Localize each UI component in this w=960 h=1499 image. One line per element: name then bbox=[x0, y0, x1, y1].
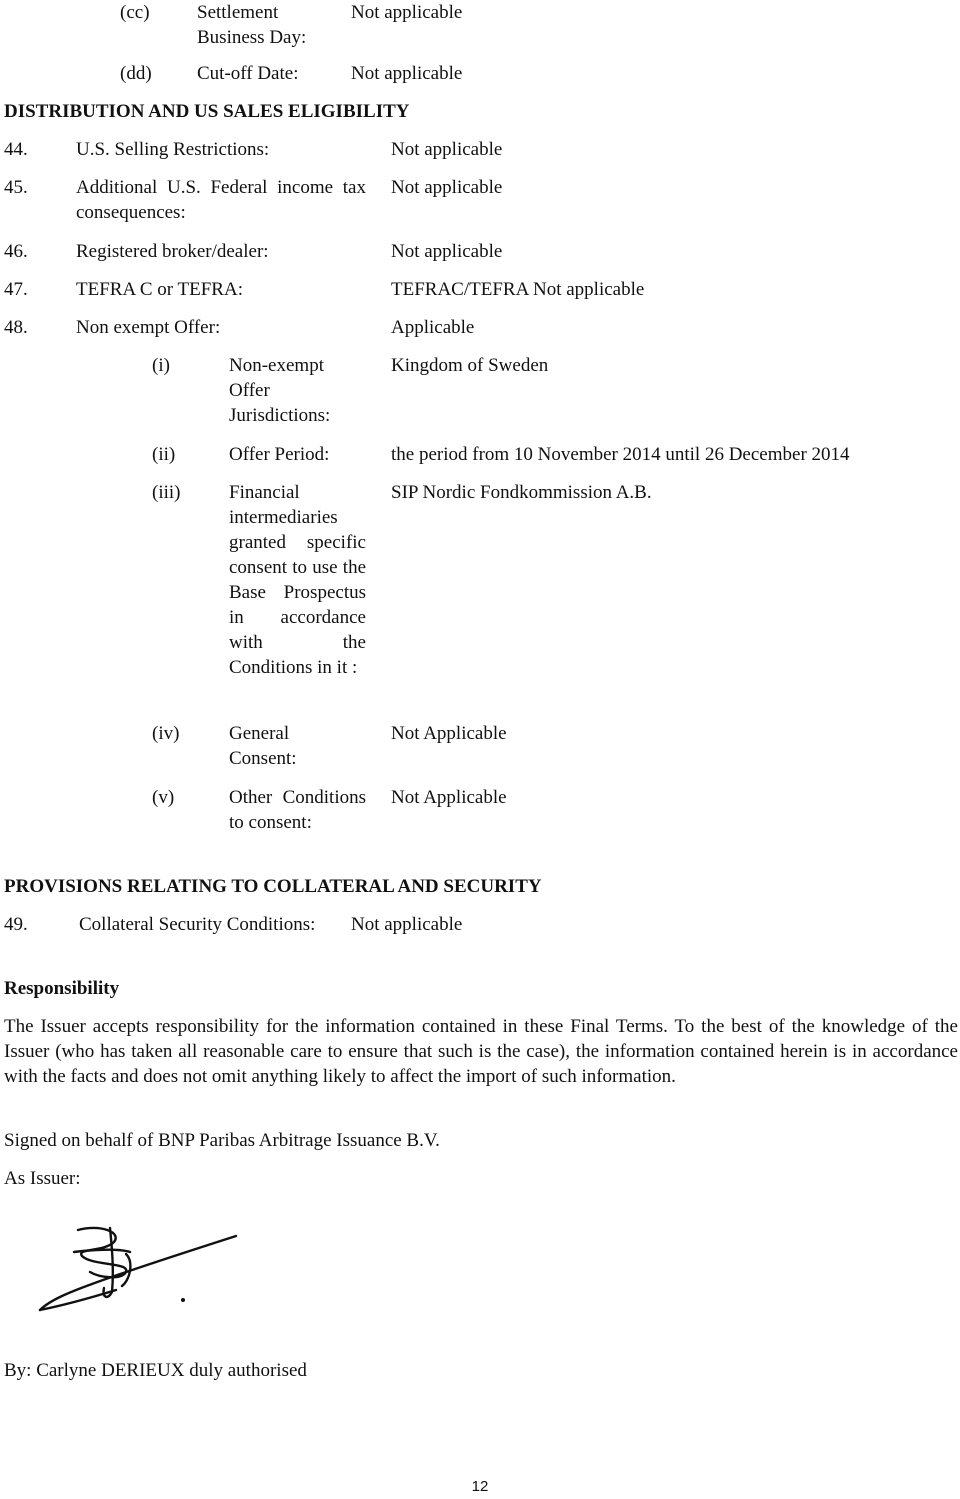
as-issuer-text: As Issuer: bbox=[4, 1168, 81, 1189]
item-47-value: TEFRAC/TEFRA Not applicable bbox=[391, 279, 645, 300]
sub-iii-value: SIP Nordic Fondkommission A.B. bbox=[391, 482, 652, 503]
sub-ii-number: (ii) bbox=[152, 444, 176, 465]
item-48-label: Non exempt Offer: bbox=[76, 317, 221, 338]
sub-v-value: Not Applicable bbox=[391, 787, 507, 808]
signature-image bbox=[30, 1222, 250, 1322]
sub-iv-label: General Consent: bbox=[229, 723, 297, 769]
item-46-value: Not applicable bbox=[391, 241, 503, 262]
item-dd-number: (dd) bbox=[120, 63, 152, 84]
item-46-number: 46. bbox=[4, 241, 28, 262]
sub-iii-number: (iii) bbox=[152, 482, 181, 503]
sub-iii-label: Financial intermediaries granted specific consent to use the Base Prospectus in accordance with the Conditions in it : bbox=[229, 482, 366, 678]
sub-i-value: Kingdom of Sweden bbox=[391, 355, 549, 376]
sub-ii-value: the period from 10 November 2014 until 26 December 2014 bbox=[391, 444, 850, 465]
responsibility-paragraph: The Issuer accepts responsibility for the information contained in these Final Terms. To the best of the knowledge of the Issuer (who has taken all reasonable care to ensure that such is the case), the information contained herein is in accordance with the facts and does not omit anything likely to affect the import of such information. bbox=[4, 1016, 958, 1087]
distribution-heading: DISTRIBUTION AND US SALES ELIGIBILITY bbox=[4, 101, 410, 122]
item-49-number: 49. bbox=[4, 914, 28, 935]
item-47-number: 47. bbox=[4, 279, 28, 300]
page-number: 12 bbox=[471, 1478, 489, 1495]
item-46-label: Registered broker/dealer: bbox=[76, 241, 269, 262]
item-47-label: TEFRA C or TEFRA: bbox=[76, 279, 243, 300]
sub-v-label: Other Conditions to consent: bbox=[229, 787, 366, 833]
sub-iv-value: Not Applicable bbox=[391, 723, 507, 744]
by-line: By: Carlyne DERIEUX duly authorised bbox=[4, 1360, 307, 1381]
item-cc-value: Not applicable bbox=[351, 2, 463, 23]
item-44-number: 44. bbox=[4, 139, 28, 160]
sub-v-number: (v) bbox=[152, 787, 175, 808]
item-dd-label: Cut-off Date: bbox=[197, 63, 299, 84]
item-49-label: Collateral Security Conditions: bbox=[79, 914, 316, 935]
item-45-value: Not applicable bbox=[391, 177, 503, 198]
item-dd-value: Not applicable bbox=[351, 63, 463, 84]
responsibility-heading: Responsibility bbox=[4, 978, 120, 999]
sub-iv-number: (iv) bbox=[152, 723, 180, 744]
signed-on-behalf-text: Signed on behalf of BNP Paribas Arbitrage Issuance B.V. bbox=[4, 1130, 440, 1151]
item-44-label: U.S. Selling Restrictions: bbox=[76, 139, 270, 160]
sub-i-label: Non-exempt Offer Jurisdictions: bbox=[229, 355, 331, 426]
item-48-number: 48. bbox=[4, 317, 28, 338]
sub-i-number: (i) bbox=[152, 355, 170, 376]
item-44-value: Not applicable bbox=[391, 139, 503, 160]
item-cc-label: Settlement Business Day: bbox=[197, 2, 307, 48]
sub-ii-label: Offer Period: bbox=[229, 444, 330, 465]
item-45-number: 45. bbox=[4, 177, 28, 198]
collateral-heading: PROVISIONS RELATING TO COLLATERAL AND SECURITY bbox=[4, 876, 542, 897]
item-45-label: Additional U.S. Federal income tax consequences: bbox=[76, 177, 366, 223]
item-48-value: Applicable bbox=[391, 317, 475, 338]
item-49-value: Not applicable bbox=[351, 914, 463, 935]
item-cc-number: (cc) bbox=[120, 2, 150, 23]
